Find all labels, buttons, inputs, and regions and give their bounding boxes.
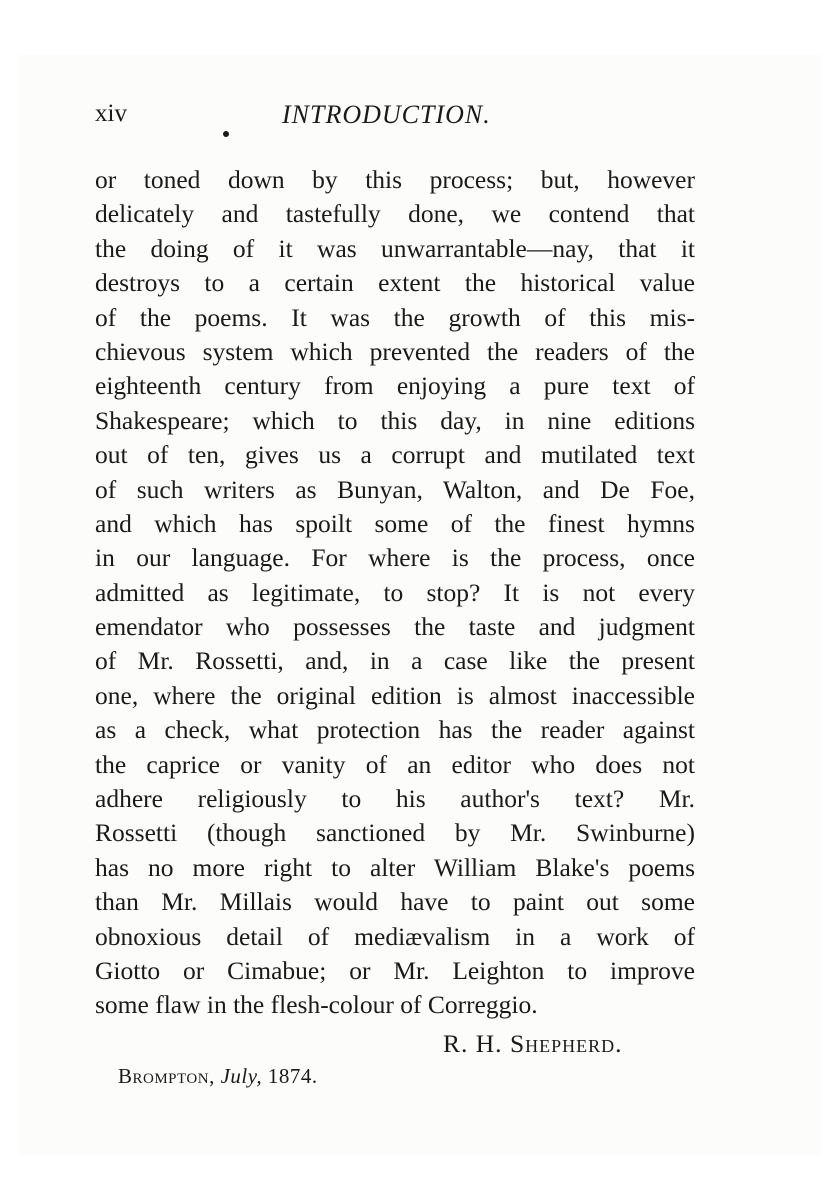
page-number: xiv [95, 100, 127, 127]
dateline-month: July, [220, 1064, 263, 1088]
text-line: as a check, what protection has the reader against [95, 715, 695, 745]
text-line: of Mr. Rossetti, and, in a case like the present [95, 646, 695, 676]
signature-surname: Shepherd. [509, 1029, 623, 1058]
dateline-place: Brompton, [118, 1064, 215, 1088]
body-paragraph [95, 163, 695, 1023]
ink-dot [223, 131, 229, 137]
text-line: eighteenth century from enjoying a pure text of [95, 371, 695, 401]
author-signature [443, 1029, 623, 1059]
text-line: out of ten, gives us a corrupt and mutilated text [95, 440, 695, 470]
text-line: adhere religiously to his author's text? Mr. [95, 784, 695, 814]
text-line: delicately and tastefully done, we contend that [95, 199, 695, 229]
text-line: and which has spoilt some of the finest hymns [95, 508, 695, 538]
text-line: Giotto or Cimabue; or Mr. Leighton to improve [95, 955, 695, 985]
text-line: destroys to a certain extent the historical value [95, 268, 695, 298]
text-line: Shakespeare; which to this day, in nine editions [95, 405, 695, 435]
text-line: in our language. For where is the process, once [95, 543, 695, 573]
text-line: the caprice or vanity of an editor who does not [95, 749, 695, 779]
text-line: obnoxious detail of mediævalism in a work of [95, 921, 695, 951]
text-line: chievous system which prevented the readers of the [95, 336, 695, 366]
text-line: or toned down by this process; but, however [95, 165, 695, 194]
text-line: has no more right to alter William Blake's poems [95, 852, 695, 882]
dateline-year: 1874. [267, 1064, 318, 1088]
text-line: Rossetti (though sanctioned by Mr. Swinburne) [95, 818, 695, 848]
text-line: admitted as legitimate, to stop? It is not every [95, 577, 695, 607]
signature-initials: R. H. [443, 1029, 503, 1058]
text-line: of such writers as Bunyan, Walton, and De Foe, [95, 474, 695, 504]
running-title: INTRODUCTION. [282, 100, 491, 129]
text-line: some flaw in the flesh-colour of Correggio. [95, 990, 538, 1020]
text-line: than Mr. Millais would have to paint out some [95, 887, 695, 917]
text-line: of the poems. It was the growth of this mis- [95, 302, 695, 332]
text-line: emendator who possesses the taste and judgment [95, 612, 695, 642]
text-line: the doing of it was unwarrantable—nay, that it [95, 233, 695, 263]
running-head [95, 100, 695, 140]
text-line: one, where the original edition is almost inaccessible [95, 680, 695, 710]
dateline [118, 1064, 318, 1089]
